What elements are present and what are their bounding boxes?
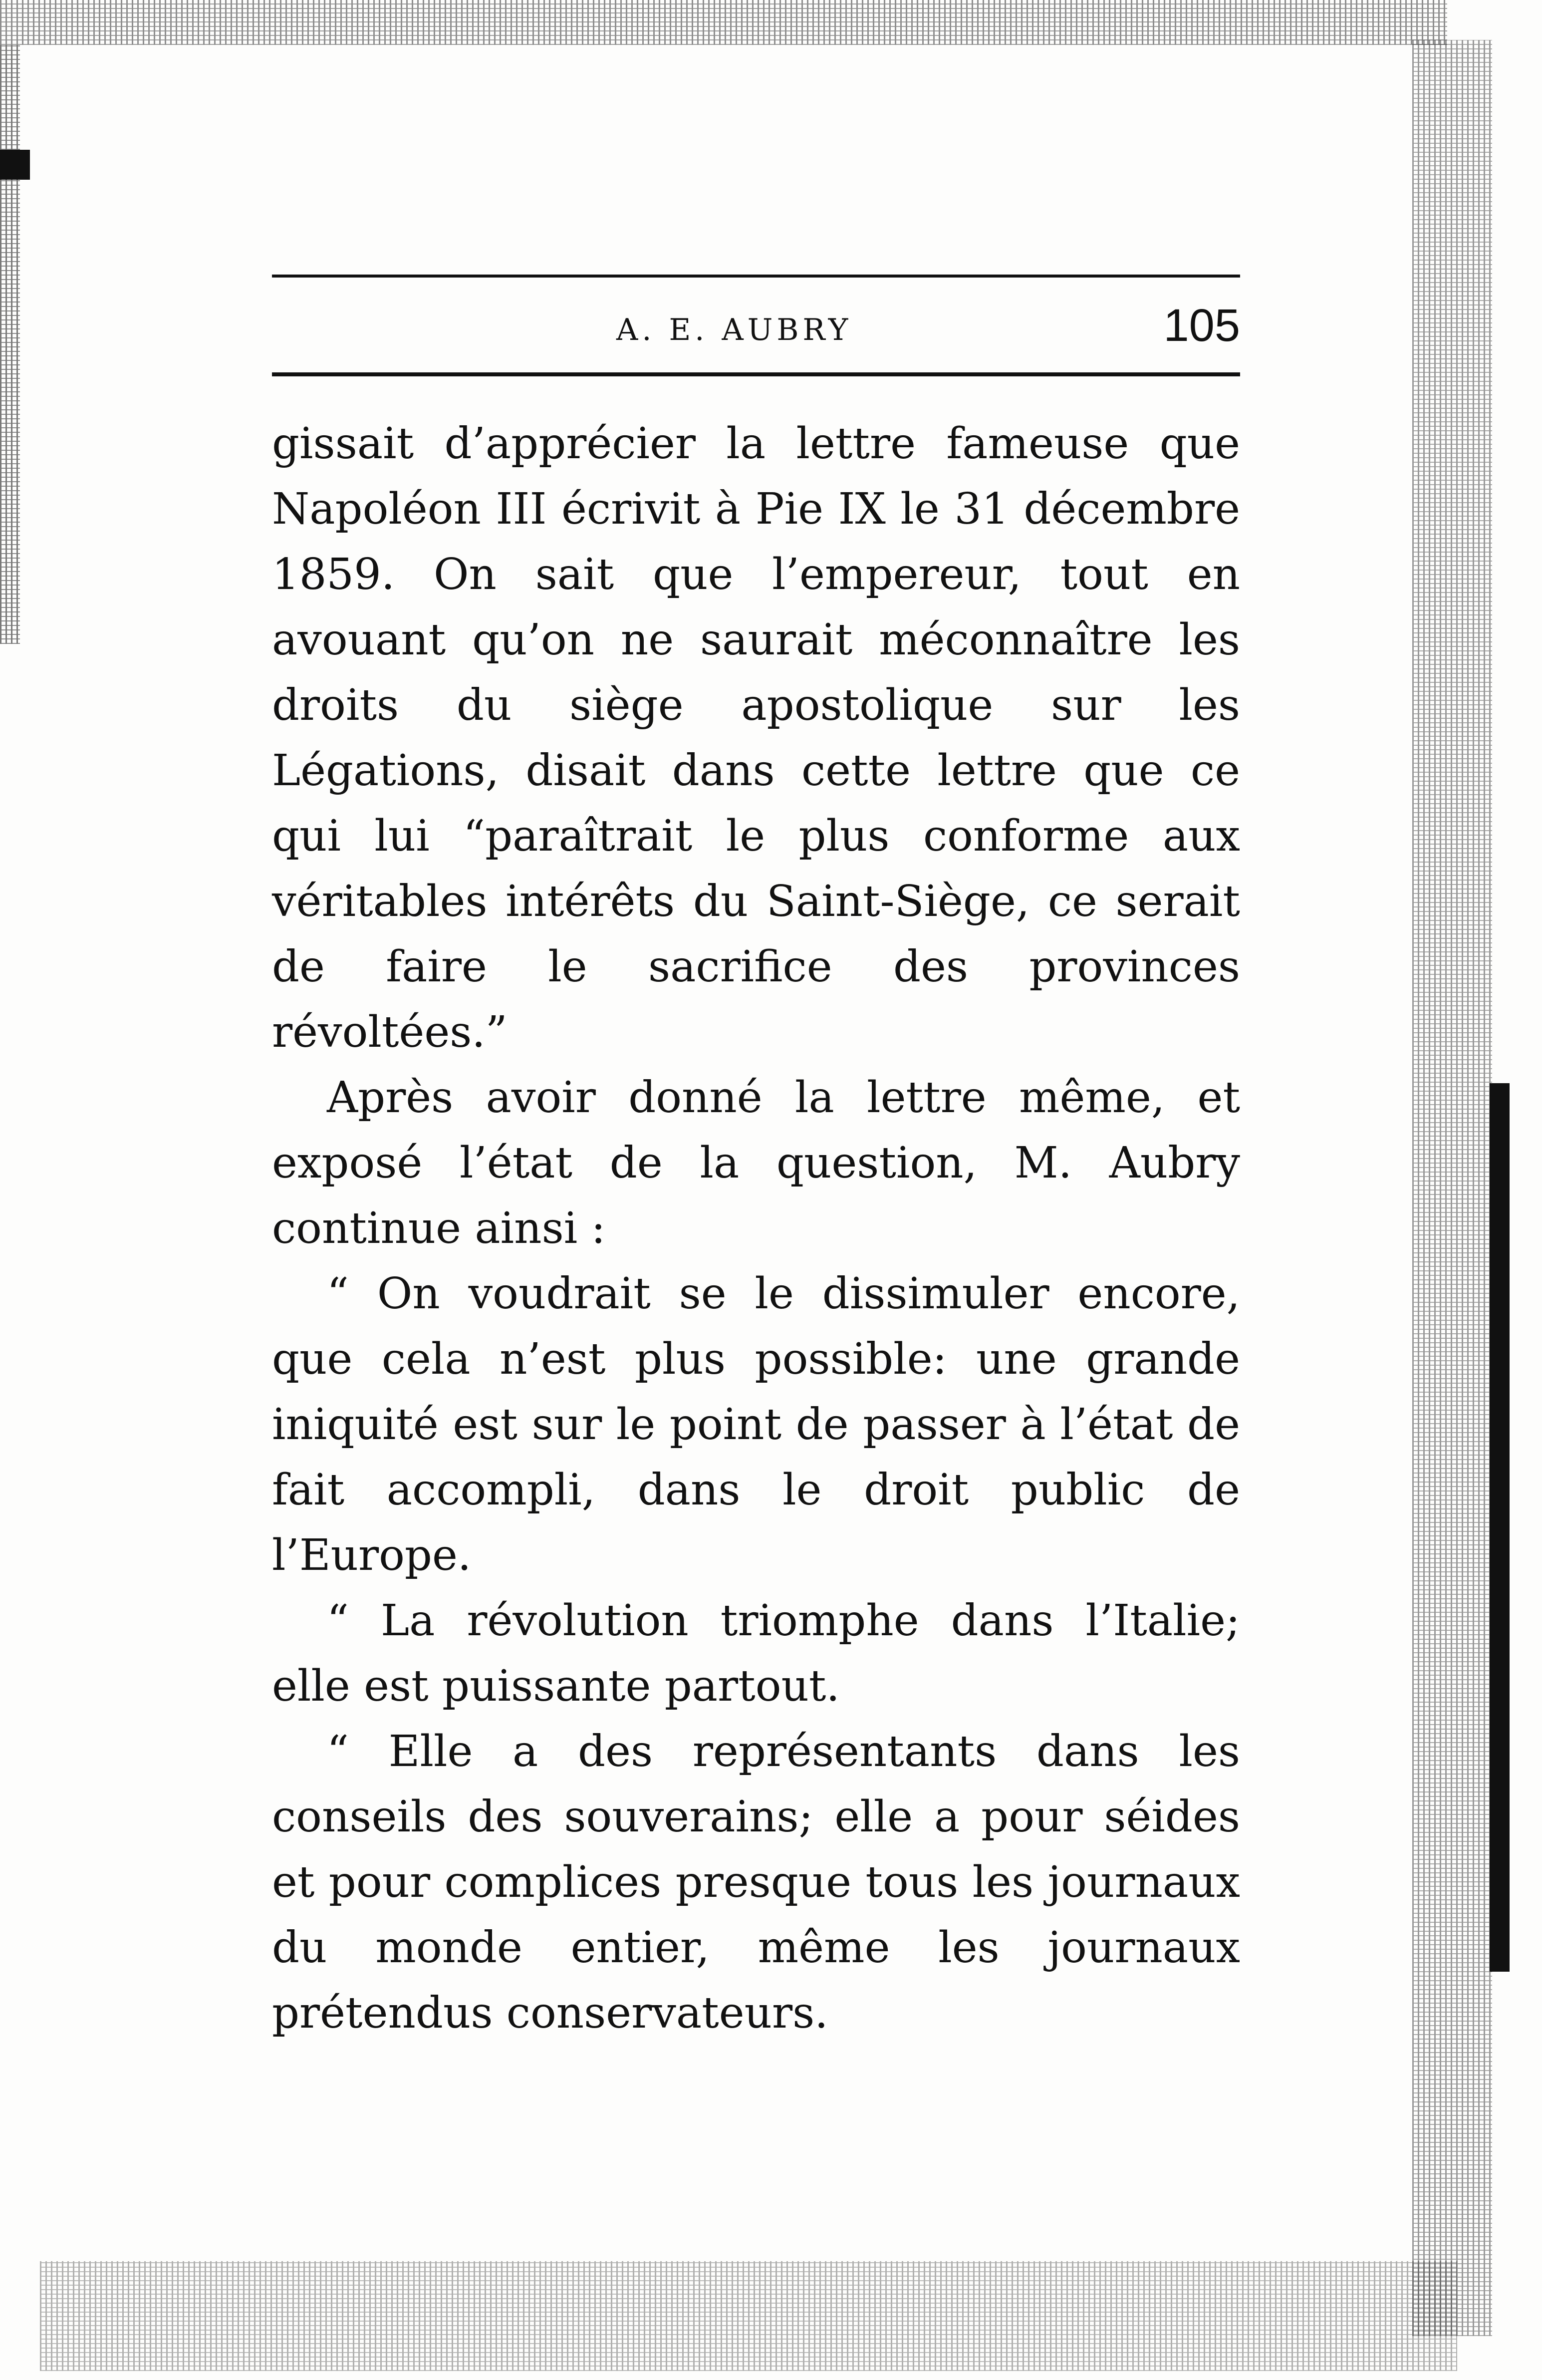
paragraph: “ On voudrait se le dissimuler encore, que cela n’est plus possible: une grande iniquité est sur le point de passer à l’état de fait accompli, dans le droit public de l’Europe.: [272, 1269, 1240, 1580]
scan-edge-left: [0, 45, 20, 644]
paragraph: “ Elle a des représentants dans les conseils des souverains; elle a pour séides et pour complices presque tous les journaux du monde entier, même les journaux prétendus conservateurs.: [272, 1727, 1240, 2038]
page-number: 105: [1163, 300, 1240, 351]
scan-edge-right: [1412, 40, 1492, 2336]
scan-edge-top: [0, 0, 1447, 45]
paragraph: “ La révolution triomphe dans l’Italie; elle est puissante partout.: [272, 1596, 1240, 1711]
page-content: [272, 275, 1240, 2046]
scan-binding-shadow: [1490, 1083, 1510, 1972]
paragraph: gissait d’apprécier la lettre fameuse que Napoléon III écrivit à Pie IX le 31 décembre 1859. On sait que l’empereur, tout en avouant qu’on ne saurait méconnaître les droits du siège apostolique sur les Légations, disait dans cette lettre que ce qui lui “paraîtrait le plus conforme aux véritables intérêts du Saint-Siège, ce serait de faire le sacrifice des provinces révoltées.”: [272, 419, 1240, 1057]
body-text: [272, 411, 1240, 2046]
scan-edge-bottom: [40, 2261, 1457, 2371]
scan-mark: [0, 150, 30, 180]
running-title: A. E. AUBRY: [616, 312, 852, 347]
paragraph: Après avoir donné la lettre même, et exposé l’état de la question, M. Aubry continue ainsi :: [272, 1073, 1240, 1253]
header-rule-bottom: [272, 372, 1240, 376]
running-head: [272, 278, 1240, 372]
